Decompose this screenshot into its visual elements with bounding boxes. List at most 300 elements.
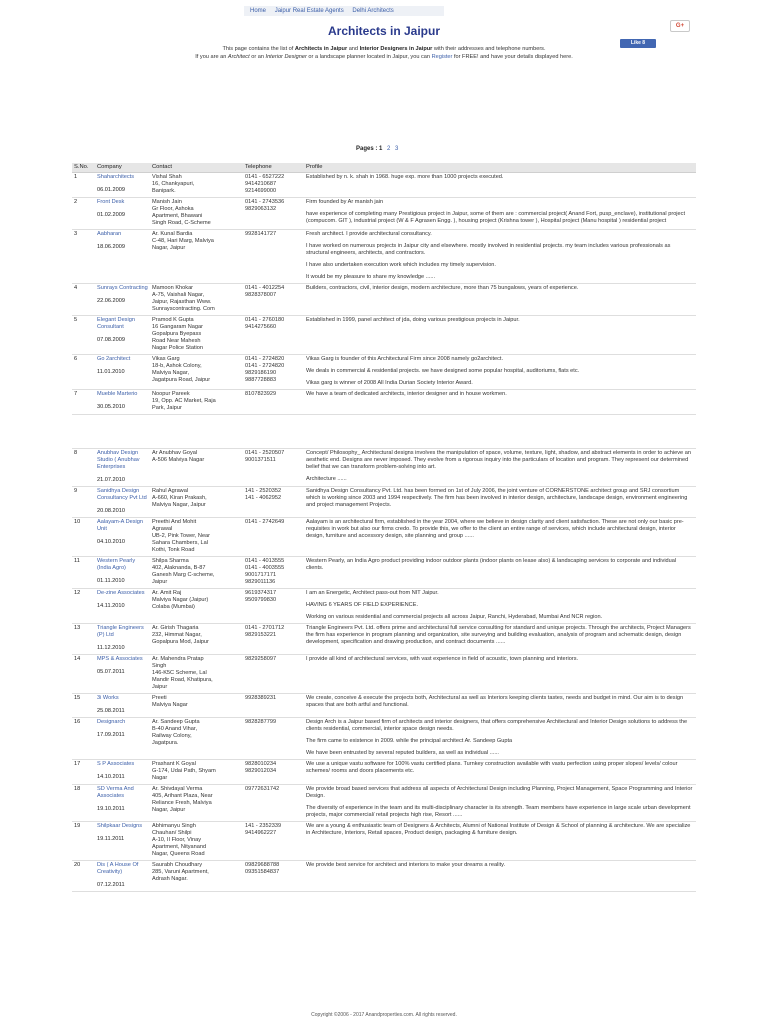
cell-sno: 2 (72, 197, 95, 229)
company-link[interactable]: Aalayam-A Design Unit (97, 518, 144, 532)
contact-line: Vikas Garg (152, 355, 180, 362)
profile-paragraph: Established in 1999, panel architect of jda, doing various prestigious projects in Jaipur. (306, 316, 520, 323)
profile-paragraph: We deals in commercial & residential projects. we have designed some popular hospital, auditoriums, flats etc. (306, 367, 580, 374)
telephone-number: 9828010234 (245, 760, 277, 767)
table-row (72, 315, 696, 354)
profile-paragraph: I am an Energetic, Architect pass-out from NIT Jaipur. (306, 589, 439, 596)
table-row (72, 283, 696, 315)
intro-italic-designer: Interior Designer (265, 54, 307, 60)
table-row (72, 623, 696, 654)
profile-paragraph: Builders, contractors, civil, interior design, modern architecture, more than 75 bungalows, years of experience. (306, 284, 579, 291)
cell-company (95, 389, 150, 414)
cell-company (95, 623, 150, 654)
company-link[interactable]: Western Pearly (India Agro) (97, 557, 136, 571)
cell-profile (304, 486, 696, 517)
contact-line: Ar. Girish Thagaria (152, 624, 199, 631)
profile-paragraph: We provide best service for architect and interiors to make your dreams a reality. (306, 861, 506, 868)
intro-text-part: This page contains the list of (222, 46, 295, 52)
listing-date: 17.09.2011 (97, 731, 125, 738)
cell-company (95, 197, 150, 229)
company-link[interactable]: Sunrays Contracting (97, 284, 148, 291)
profile-paragraph: Working on various residential and commercial projects all across Jaipur, Ranchi, Hyderabad, Mumbai And NCR region. (306, 613, 603, 620)
telephone-number: 9414210687 (245, 180, 277, 187)
company-link[interactable]: Elegant Design Consultant (97, 316, 135, 330)
contact-line: 402, Alaknanda, B-87 (152, 564, 206, 571)
profile-paragraph: HAVING 6 YEARS OF FIELD EXPERIENCE. (306, 601, 419, 608)
contact-line: 19, Opp. AC Market, Raja (152, 397, 216, 404)
header-sno: S.No. (72, 163, 95, 172)
cell-profile (304, 623, 696, 654)
telephone-number: 9829012034 (245, 767, 277, 774)
company-link[interactable]: Designarch (97, 718, 126, 725)
cell-contact (150, 654, 243, 693)
contact-line: 146-K5C Scheme, Lal (152, 669, 207, 676)
company-link[interactable]: De-zine Associates (97, 589, 145, 596)
nav-link-home[interactable]: Home (250, 8, 267, 14)
cell-profile (304, 315, 696, 354)
contact-line: Nagar, Queens Road (152, 850, 205, 857)
cell-company (95, 486, 150, 517)
listing-date: 25.08.2011 (97, 707, 125, 714)
cell-company (95, 784, 150, 821)
cell-sno: 6 (72, 354, 95, 389)
contact-line: Jagatpura. (152, 739, 179, 746)
cell-profile (304, 556, 696, 588)
contact-line: Park, Jaipur (152, 404, 182, 411)
table-row (72, 784, 696, 821)
company-link[interactable]: 3i Works (97, 694, 119, 701)
contact-line: Rahul Agrawal (152, 487, 189, 494)
profile-paragraph: We provide broad based services that address all aspects of Architectural Design including Planning, Project Management, Space Programming and Interior Design. (306, 785, 693, 799)
cell-sno: 11 (72, 556, 95, 588)
pagination-current: 1 (379, 146, 383, 152)
profile-paragraph: I provide all kind of architectural services, with vast experience in field of acoustic, town planning and interiors. (306, 655, 579, 662)
profile-paragraph: We create, conceive & execute the projects both, Architectural as well as Interiors keeping clients tastes, needs and budget in mind. Our aim is to design spaces that are both artful and functional. (306, 694, 684, 708)
profile-paragraph: Aalayam is an architectural firm, established in the year 2004, where we believe in design clarity and client satisfaction. These are not only our basic pre-requisites in work but also our firms credo. To provide this, we offer to the client an entire range of services, which include architectural design, interior design, furniture and accessory design, site planning and group ...... (306, 518, 684, 539)
company-link[interactable]: MPS & Associates (97, 655, 143, 662)
google-plus-button[interactable]: G+ (670, 20, 690, 32)
telephone-number: 09351584837 (245, 868, 280, 875)
telephone-number: 141 - 4062952 (245, 494, 282, 501)
company-link[interactable]: Go 2architect (97, 355, 131, 362)
cell-telephone (243, 283, 304, 315)
cell-telephone (243, 588, 304, 623)
telephone-number: 0141 - 6527222 (245, 173, 285, 180)
company-link[interactable]: Anubhav Design Studio ( Anubhav Enterprises (97, 449, 140, 470)
telephone-number: 9829186190 (245, 369, 277, 376)
cell-contact (150, 448, 243, 486)
profile-paragraph: have experience of completing many Prestigious project in Jaipur, some of them are : commercial project( Anand Fort, pusp_enclave), institutional project (compucom. GIT ), industrial project (W & F Agrasen Engg. ), housing project (Krishna tower ), Hospital project (Manu hospital ) residential project (306, 210, 686, 224)
table-row (72, 486, 696, 517)
page-title: Architects in Jaipur (327, 24, 441, 38)
footer-copyright: Copyright ©2006 - 2017 Anandproperties.com. All rights reserved. (311, 1012, 457, 1018)
cell-contact (150, 759, 243, 784)
cell-sno: 9 (72, 486, 95, 517)
table-body (72, 172, 696, 891)
table-row (72, 759, 696, 784)
telephone-number: 0141 - 2724820 (245, 355, 285, 362)
profile-paragraph: Design Arch is a Jaipur based firm of architects and interior designers, that offers comprehensive Architectural and Interior Design solutions to address the clients residential, commercial, interior space design needs. (306, 718, 688, 732)
contact-line: G-174, Udai Path, Shyam (152, 767, 216, 774)
cell-company (95, 517, 150, 556)
profile-paragraph: Western Pearly, an India Agro product providing indoor outdoor plants (indoor plants on lease also) & landscaping services to corporate and individual clients. (306, 557, 677, 571)
table-row (72, 172, 696, 197)
cell-profile (304, 759, 696, 784)
cell-telephone (243, 486, 304, 517)
intro-text-part: or a landscape planner located in Jaipur, you can (306, 54, 432, 60)
contact-line: 16, Chankyapuri, (152, 180, 195, 187)
contact-line: Ar. Shivdayal Verma (152, 785, 203, 792)
cell-contact (150, 860, 243, 891)
cell-contact (150, 486, 243, 517)
contact-line: 405, Arihant Plaza, Near (152, 792, 213, 799)
listing-date: 20.08.2010 (97, 507, 125, 514)
cell-company (95, 172, 150, 197)
cell-sno: 3 (72, 229, 95, 283)
header-telephone: Telephone (243, 163, 304, 172)
nav-link-delhi-architects[interactable]: Delhi Architects (352, 8, 394, 14)
table-row (72, 197, 696, 229)
profile-paragraph: Vikas Garg is founder of this Architectural Firm since 2008 namely go2architect. (306, 355, 504, 362)
cell-telephone (243, 784, 304, 821)
cell-contact (150, 283, 243, 315)
telephone-number: 9619374317 (245, 589, 277, 596)
cell-telephone (243, 693, 304, 717)
contact-line: Kothi, Tonk Road (152, 546, 195, 553)
telephone-number: 0141 - 4012254 (245, 284, 285, 291)
cell-contact (150, 389, 243, 414)
contact-line: Nagar, Jaipur (152, 244, 186, 251)
listing-date: 19.10.2011 (97, 805, 125, 812)
cell-sno: 4 (72, 283, 95, 315)
telephone-number: 0141 - 2701712 (245, 624, 285, 631)
facebook-like-button[interactable]: Like 8 (620, 39, 656, 48)
contact-line: Ar. Mahendra Pratap (152, 655, 204, 662)
contact-line: Ar. Sandeep Gupta (152, 718, 200, 725)
listing-date: 30.05.2010 (97, 403, 125, 410)
listing-date: 11.01.2010 (97, 368, 125, 375)
cell-company (95, 693, 150, 717)
cell-sno: 18 (72, 784, 95, 821)
pagination-label: Pages : (356, 146, 378, 152)
architects-table (72, 163, 696, 892)
header-contact: Contact (150, 163, 243, 172)
cell-company (95, 315, 150, 354)
listing-date: 01.02.2009 (97, 211, 125, 218)
cell-profile (304, 197, 696, 229)
cell-profile (304, 784, 696, 821)
telephone-number: 9001371511 (245, 456, 276, 463)
telephone-number: 9414275660 (245, 323, 277, 330)
cell-profile (304, 448, 696, 486)
cell-telephone (243, 654, 304, 693)
pagination-link-2[interactable]: 2 (387, 146, 391, 152)
telephone-number: 09772631742 (245, 785, 280, 792)
contact-line: Malviya Nagar (Jaipur) (152, 596, 209, 603)
cell-company (95, 229, 150, 283)
cell-telephone (243, 229, 304, 283)
contact-line: Ar. Kunal Bardia (152, 230, 193, 237)
cell-company (95, 588, 150, 623)
table-row (72, 860, 696, 891)
telephone-number: 0141 - 4013555 (245, 557, 285, 564)
company-link[interactable]: Shilpkaar Designs (97, 822, 143, 829)
contact-line: Jagatpura Road, Jaipur (152, 376, 211, 383)
telephone-number: 0141 - 2743536 (245, 198, 285, 205)
contact-line: Singh Road, C-Scheme (152, 219, 211, 226)
table-row (72, 354, 696, 389)
listing-date: 05.07.2011 (97, 668, 125, 675)
contact-line: Mandir Road, Khatipura, (152, 676, 213, 683)
profile-paragraph: Triangle Engineers Pvt. Ltd. offers prime and architectural full service consulting for standard and unique projects. Through the architects, Project Managers the firm has experience in program planning and organization, site surveying and building evaluation, analysis of program and schematic design, design development, specification and drawing production, and contract documents ...... (306, 624, 691, 645)
cell-profile (304, 283, 696, 315)
intro-text-part: and (347, 46, 360, 52)
contact-line: Nagar Police Station (152, 344, 203, 351)
cell-profile (304, 229, 696, 283)
telephone-number: 0141 - 4003555 (245, 564, 285, 571)
cell-sno: 13 (72, 623, 95, 654)
telephone-number: 0141 - 2520507 (245, 449, 285, 456)
company-link[interactable]: Front Desk (97, 198, 125, 205)
company-link[interactable]: Triangle Engineers (P) Ltd (97, 624, 144, 638)
cell-telephone (243, 315, 304, 354)
company-link[interactable]: Mueble Marterio (97, 390, 138, 397)
telephone-number: 141 - 2520352 (245, 487, 282, 494)
telephone-number: 9829063132 (245, 205, 277, 212)
telephone-number: 9928141727 (245, 230, 277, 237)
company-link[interactable]: Shaharchitects (97, 173, 135, 180)
contact-line: Sahara Chambers, Lal (152, 539, 208, 546)
cell-contact (150, 623, 243, 654)
cell-sno: 10 (72, 517, 95, 556)
contact-line: A-10, II Floor, Vinay (152, 836, 202, 843)
company-link[interactable]: Dis ( A House Of Creativity) (97, 861, 139, 875)
cell-contact (150, 517, 243, 556)
cell-contact (150, 693, 243, 717)
profile-paragraph: We use a unique vastu software for 100% vastu certified plans. Turnkey construction available with vastu perfection using proper slopes/ levels/ colour schemes/ rooms and doors placements etc. (306, 760, 678, 774)
table-row (72, 717, 696, 759)
table-row (72, 517, 696, 556)
cell-profile (304, 517, 696, 556)
contact-line: Pramod K Gupta (152, 316, 194, 323)
contact-line: UB-2, Pink Tower, Near (152, 532, 211, 539)
contact-line: Ar. Amit Raj (152, 589, 182, 596)
cell-sno: 14 (72, 654, 95, 693)
cell-profile (304, 172, 696, 197)
contact-line: Ar Anubhav Goyal (152, 449, 198, 456)
cell-profile (304, 717, 696, 759)
listing-date: 11.12.2010 (97, 644, 125, 651)
listing-date: 21.07.2010 (97, 476, 125, 483)
contact-line: Saurabh Choudhary (152, 861, 203, 868)
intro-text-part: for FREE! and have your details displayed here. (452, 54, 573, 60)
contact-line: Apartment, Bhawani (152, 212, 203, 219)
contact-line: Jaipur (152, 683, 168, 690)
table-row (72, 654, 696, 693)
company-link[interactable]: SD Verma And Associates (97, 785, 134, 799)
intro-text-part: or an (249, 54, 266, 60)
pagination-link-3[interactable]: 3 (395, 146, 399, 152)
contact-line: 16 Gangaram Nagar (152, 323, 203, 330)
cell-sno: 16 (72, 717, 95, 759)
cell-sno: 1 (72, 172, 95, 197)
cell-telephone (243, 821, 304, 860)
contact-line: Preeti (152, 694, 167, 701)
contact-line: Preethi And Mohit (152, 518, 197, 525)
profile-paragraph: Fresh architect. I provide architectural consultancy. (306, 230, 432, 237)
contact-line: Gopalpura Mod, Jaipur (152, 638, 209, 645)
nav-link-jaipur-agents[interactable]: Jaipur Real Estate Agents (274, 8, 344, 14)
telephone-number: 09829688788 (245, 861, 280, 868)
company-link[interactable]: S P Associates (97, 760, 135, 767)
cell-sno: 19 (72, 821, 95, 860)
contact-line: Malviya Nagar, Jaipur (152, 501, 206, 508)
listing-date: 18.06.2009 (97, 243, 125, 250)
telephone-number: 9829258097 (245, 655, 277, 662)
cell-sno: 12 (72, 588, 95, 623)
table-row (72, 389, 696, 414)
cell-profile (304, 588, 696, 623)
table-row (72, 448, 696, 486)
cell-telephone (243, 197, 304, 229)
telephone-number: 9887728883 (245, 376, 277, 383)
cell-profile (304, 389, 696, 414)
spacer-cell (72, 414, 696, 448)
contact-line: C-48, Hari Marg, Malviya (152, 237, 214, 244)
contact-line: A-75, Vaishali Nagar, (152, 291, 205, 298)
cell-profile (304, 860, 696, 891)
table-spacer-row (72, 414, 696, 448)
listing-date: 22.06.2009 (97, 297, 125, 304)
listing-date: 01.11.2010 (97, 577, 125, 584)
intro-italic-architect: Architect (227, 54, 250, 60)
telephone-number: 9414962227 (245, 829, 277, 836)
contact-line: Colaba (Mumbai) (152, 603, 195, 610)
listing-date: 04.10.2010 (97, 538, 125, 545)
listing-date: 07.12.2011 (97, 881, 125, 888)
profile-paragraph: Concept/ Philosophy_ Architectural designs involves the manipulation of space, volume, texture, light, shadow, and abstract elements in order to achieve an aesthetic end. Designs are never imposed. They evolve from a rigorous inquiry into the particulars of location and program. They represent our determined belief that we can transform problem-solving into art. (306, 449, 691, 470)
cell-telephone (243, 517, 304, 556)
cell-sno: 17 (72, 759, 95, 784)
cell-telephone (243, 860, 304, 891)
profile-paragraph: Established by n. k. shah in 1968. huge exp. more than 1000 projects executed. (306, 173, 504, 180)
contact-line: Prashant K Goyal (152, 760, 196, 767)
cell-sno: 20 (72, 860, 95, 891)
cell-contact (150, 354, 243, 389)
cell-telephone (243, 354, 304, 389)
table-row (72, 556, 696, 588)
cell-sno: 5 (72, 315, 95, 354)
contact-line: Singh (152, 662, 167, 669)
contact-line: Adrash Nagar. (152, 875, 188, 882)
listing-date: 07.08.2009 (97, 336, 125, 343)
cell-profile (304, 654, 696, 693)
cell-sno: 7 (72, 389, 95, 414)
telephone-number: 8107823929 (245, 390, 277, 397)
table-header-row (72, 163, 696, 172)
cell-telephone (243, 717, 304, 759)
contact-line: Chauhan/ Shilpi (152, 829, 192, 836)
contact-line: Gopalpura Byepass (152, 330, 202, 337)
contact-line: Abhimanyu Singh (152, 822, 196, 829)
cell-profile (304, 693, 696, 717)
intro-text-part: with their addresses and telephone numbers. (432, 46, 546, 52)
cell-contact (150, 556, 243, 588)
cell-company (95, 759, 150, 784)
cell-company (95, 860, 150, 891)
telephone-number: 0141 - 2742649 (245, 518, 285, 525)
contact-line: Sunrayscontracting. Com (152, 305, 215, 312)
profile-paragraph: Firm founded by Ar manish jain (306, 198, 384, 205)
telephone-number: 9214699000 (245, 187, 277, 194)
listing-date: 14.10.2011 (97, 773, 125, 780)
telephone-number: 0141 - 2760180 (245, 316, 285, 323)
cell-sno: 8 (72, 448, 95, 486)
profile-paragraph: Vikas garg is winner of 2008 All India Durian Society Interior Award. (306, 379, 473, 386)
cell-contact (150, 588, 243, 623)
contact-line: A-660, Kiran Prakash, (152, 494, 207, 501)
cell-company (95, 556, 150, 588)
contact-line: Road Near Mahesh (152, 337, 201, 344)
telephone-number: 9829153221 (245, 631, 277, 638)
cell-company (95, 654, 150, 693)
table-row (72, 821, 696, 860)
register-link[interactable]: Register (431, 54, 453, 60)
cell-contact (150, 784, 243, 821)
cell-profile (304, 821, 696, 860)
cell-company (95, 283, 150, 315)
intro-bold-architects: Architects in Jaipur (294, 46, 348, 52)
contact-line: A-506 Malviya Nagar (152, 456, 205, 463)
table-row (72, 693, 696, 717)
cell-profile (304, 354, 696, 389)
header-profile: Profile (304, 163, 696, 172)
table-row (72, 588, 696, 623)
contact-line: B-40 Anand Vihar, (152, 725, 197, 732)
telephone-number: 9001717171 (245, 571, 277, 578)
table-row (72, 229, 696, 283)
contact-line: Jaipur, Rajasthan Www. (152, 298, 212, 305)
cell-company (95, 717, 150, 759)
cell-telephone (243, 389, 304, 414)
contact-line: Ganesh Marg C-scheme, (152, 571, 215, 578)
contact-line: Agrawal (152, 525, 173, 532)
contact-line: Manish Jain (152, 198, 182, 205)
contact-line: Mamoon Khokar (152, 284, 194, 291)
telephone-number: 141 - 2352339 (245, 822, 282, 829)
contact-line: Apartment, Nityanand (152, 843, 207, 850)
company-link[interactable]: Aabharan (97, 230, 122, 237)
profile-paragraph: I have also undertaken execution work which includes my timely supervision. (306, 261, 496, 268)
cell-company (95, 354, 150, 389)
contact-line: Shilpa Sharma (152, 557, 189, 564)
company-link[interactable]: Sanidhya Design Consultancy Pvt Ltd (97, 487, 147, 501)
contact-line: Noopur Pareek (152, 390, 190, 397)
cell-telephone (243, 759, 304, 784)
cell-contact (150, 172, 243, 197)
cell-contact (150, 197, 243, 229)
cell-telephone (243, 172, 304, 197)
cell-telephone (243, 448, 304, 486)
profile-paragraph: Sanidhya Design Consultancy Pvt. Ltd. has been formed on 1st of July 2006, the joint venture of CORNERSTONE architect group and SRJ consortium which is working since 2003 and 1994 respectively. The firm has been involved in interior design, architecture, landscape design, environment engineering and project management Projects. (306, 487, 688, 508)
profile-paragraph: It would be my pleasure to share my knowledge ...... (306, 273, 436, 280)
cell-sno: 15 (72, 693, 95, 717)
contact-line: Nagar, Jaipur (152, 806, 186, 813)
profile-paragraph: The diversity of experience in the team and its multi-disciplinary character is its strength. Team members have experience in large scale urban development projects, major commercial/ retail projects high rise, Resort ...... (306, 804, 691, 818)
contact-line: Jaipur (152, 578, 168, 585)
profile-paragraph: I have worked on numerous projects in Jaipur city and elsewhere. mostly involved in residential projects. my team includes various professionals as structural engineers, architects, and contractors. (306, 242, 671, 256)
profile-paragraph: Architecture ...... (306, 475, 347, 482)
